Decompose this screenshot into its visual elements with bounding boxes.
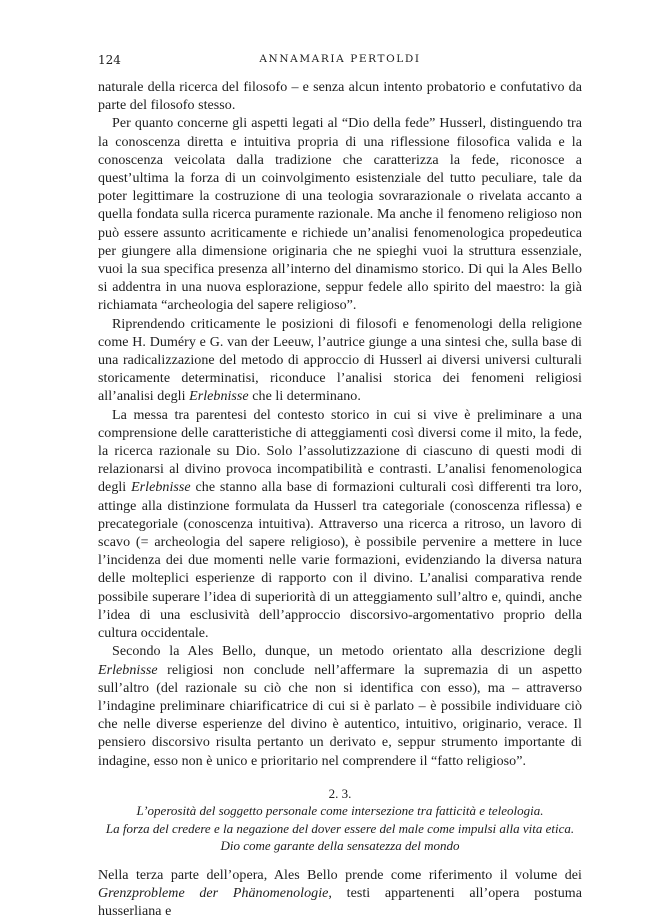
paragraph-metodo-erlebnisse: Secondo la Ales Bello, dunque, un metodo orientato alla descrizione degli Erlebnisse religiosi non conclude nell’affermare la supremazia di un aspetto sull’altro (del razionale su ciò che non si identifica con esso), ma – attraverso l’indagine preliminare chiarificatrice di cui si è parlato – è possibile individuare ciò che nelle diverse esperienze del divino è autentico, intuitivo, originario, verace. Il pensiero discorsivo risulta pertanto un derivato e, seppur strumento importante di indagine, esso non è unico e prioritario nel comprendere il “fatto religioso”. <box>98 644 582 769</box>
paragraph-continuation: naturale della ricerca del filosofo – e senza alcun intento probatorio e confutativo da parte del filosofo stesso. <box>98 80 582 114</box>
section-heading-line-2: La forza del credere e la negazione del dover essere del male come impulsi alla vita etica. <box>105 820 575 836</box>
section-heading-line-3: Dio come garante della sensatezza del mondo <box>220 838 460 854</box>
section-heading-line-1: 2. 3. L’operosità del soggetto personale come intersezione tra fatticità e teleologia. <box>136 785 544 819</box>
paragraph-dumery-van-der-leeuw: Riprendendo criticamente le posizioni di filosofi e fenomenologi della religione come H. Duméry e G. van der Leeuw, l’autrice giunge a una sintesi che, sulla base di una radicalizzazione del metodo di approccio di Husserl ai diversi universi culturali storicamente determinatisi, riconduce l’analisi storica dei fenomeni religiosi all’analisi degli Erlebnisse che li determinano. <box>98 316 582 405</box>
section-heading <box>98 785 582 855</box>
paragraph-messa-tra-parentesi: La messa tra parentesi del contesto storico in cui si vive è preliminare a una comprensione delle caratteristiche di atteggiamenti così diversi come il mito, la fede, la ricerca razionale su Dio. Solo l’assolutizzazione di ciascuno di questi modi di relazionarsi al divino provoca incompatibilità e contrasti. L’analisi fenomenologica degli Erlebnisse che stanno alla base di formazioni culturali così differenti tra loro, attinge alla distinzione formulata da Husserl tra categoriale (conoscenza riflessa) e precategoriale (conoscenza intuitiva). Attraverso una ricerca a ritroso, un lavoro di scavo (= archeologia del sapere religioso), è possibile pervenire a mettere in luce l’incidenza dei due momenti nelle varie formazioni, evidenziando la diversa natura delle molteplici esperienze di rapporto con il divino. L’analisi comparativa rende possibile superare l’idea di superiorità di un atteggiamento sull’altro e, quindi, anche l’idea di una esclusività dell’approccio discorsivo-argomentativo proprio della cultura occidentale. <box>98 407 582 642</box>
page <box>98 53 582 921</box>
page-number: 124 <box>98 53 121 67</box>
running-head-author: ANNAMARIA PERTOLDI <box>259 53 421 65</box>
paragraph-dio-della-fede: Per quanto concerne gli aspetti legati al “Dio della fede” Husserl, distinguendo tra la conoscenza diretta e intuitiva propria di una riflessione filosofica valida e la conoscenza veicolata dalla tradizione che caratterizza la fede, riconosce a quest’ultima la forza di un coinvolgimento esistenziale del tutto peculiare, tale da poter legittimare la costruzione di una teologia sovrarazionale o rivelata accanto a quella fondata sulla ricerca puramente razionale. Ma anche il fenomeno religioso non può essere assunto acriticamente e richiede un’analisi fenomenologica propedeutica per giungere alla dimensione originaria che ne spieghi vuoi la struttura essenziale, vuoi la sua specifica presenza all’interno del dinamismo storico. Di qui la Ales Bello si addentra in una nuova esplorazione, seppur fedele allo spirito del maestro: la già richiamata “archeologia del sapere religioso”. <box>98 116 582 314</box>
running-head <box>98 53 582 69</box>
section-body-text <box>98 867 582 921</box>
body-text <box>98 79 582 771</box>
paragraph-terza-parte: Nella terza parte dell’opera, Ales Bello prende come riferimento il volume dei Grenzprobleme der Phänomenologie, testi appartenenti all’opera postuma husserliana e <box>98 867 582 920</box>
